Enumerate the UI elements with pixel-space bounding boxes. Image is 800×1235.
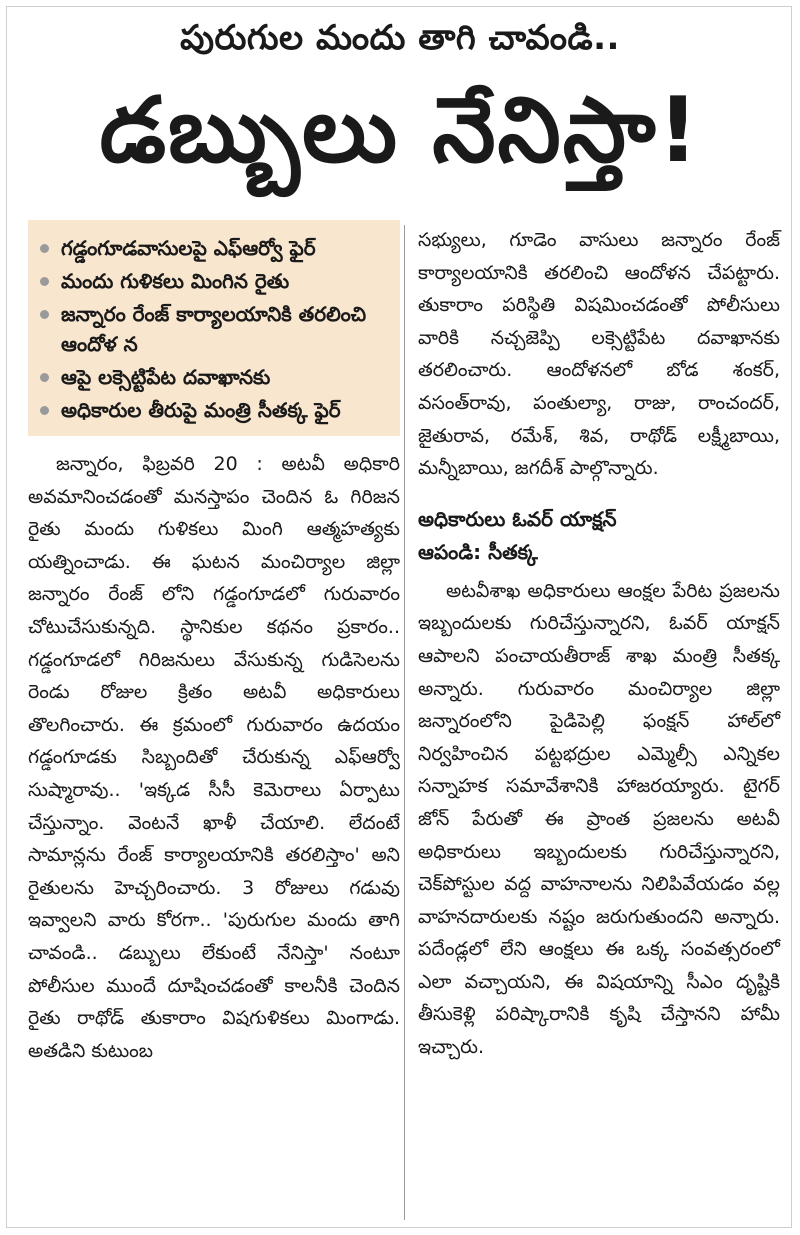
column-divider	[404, 225, 405, 1220]
main-headline: డబ్బులు నేనిస్తా!	[99, 78, 701, 183]
highlight-item	[38, 299, 390, 359]
bullet-icon	[40, 406, 49, 415]
left-column	[28, 220, 400, 1067]
subheading	[418, 503, 780, 569]
article-body-left: జన్నారం, ఫిబ్రవరి 20 : అటవీ అధికారి అవమానించడంతో మనస్తాపం చెందిన ఓ గిరిజన రైతు మందు గుళికలు మింగి ఆత్మహత్యకు యత్నించాడు. ఈ ఘటన మంచిర్యాల జిల్లా జన్నారం రేంజ్ లోని గడ్డంగూడలో గురువారం చోటుచేసుకున్నది. స్థానికుల కథనం ప్రకారం.. గడ్డంగూడలో గిరిజనులు వేసుకున్న గుడిసెలను రెండు రోజుల క్రితం అటవీ అధికారులు తొలగించారు. ఈ క్రమంలో గురువారం ఉదయం గడ్డంగూడకు సిబ్బందితో చేరుకున్న ఎఫ్ఆర్వో సుష్మారావు.. 'ఇక్కడ సీసీ కెమెరాలు ఏర్పాటు చేస్తున్నాం. వెంటనే ఖాళీ చేయాలి. లేదంటే సామాన్లను రేంజ్ కార్యాలయానికి తరలిస్తాం' అని రైతులను హెచ్చరించారు. 3 రోజులు గడువు ఇవ్వాలని వారు కోరగా.. 'పురుగుల మందు తాగి చావండి.. డబ్బులు లేకుంటే నేనిస్తా' నంటూ పోలీసుల ముందే దూషించడంతో కాలనీకి చెందిన రైతు రాథోడ్ తుకారాం విషగుళికలు మింగాడు. అతడిని కుటుంబ	[28, 453, 400, 1062]
highlights-list	[38, 233, 390, 425]
bullet-icon	[40, 277, 49, 286]
right-column	[418, 224, 780, 1064]
highlight-item	[38, 362, 390, 392]
highlight-item	[38, 266, 390, 296]
highlight-text: మందు గుళికలు మింగిన రైతు	[61, 269, 290, 293]
highlights-box	[28, 220, 400, 436]
article-body-right: సభ్యులు, గూడెం వాసులు జన్నారం రేంజ్ కార్యాలయానికి తరలించి ఆందోళన చేపట్టారు. తుకారాం పరిస్థితి విషమించడంతో పోలీసులు వారికి నచ్చజెప్పి లక్సెట్టిపేట దవాఖానకు తరలించారు. ఆందోళనలో బోడ శంకర్, వసంత్‌రావు, పంతుల్యా, రాజు, రాంచందర్, జైతురావ, రమేశ్, శివ, రాథోడ్ లక్ష్మీబాయి, మన్నీబాయి, జగదీశ్ పాల్గొన్నారు.	[418, 229, 780, 480]
highlight-text: ఆపై లక్సెట్టిపేట దవాఖానకు	[61, 365, 271, 389]
subheading-line-2: ఆపండి: సీతక్క	[418, 539, 538, 564]
highlight-item	[38, 233, 390, 263]
kicker-headline: పురుగుల మందు తాగి చావండి..	[180, 18, 620, 58]
highlight-text: అధికారుల తీరుపై మంత్రి సీతక్క ఫైర్	[61, 398, 341, 422]
subheading-line-1: అధికారులు ఓవర్ యాక్షన్	[418, 506, 617, 531]
bullet-icon	[40, 373, 49, 382]
article-body-right-2: అటవీశాఖ అధికారులు ఆంక్షల పేరిట ప్రజలను ఇబ్బందులకు గురిచేస్తున్నారని, ఓవర్ యాక్షన్ ఆపాలని పంచాయతీరాజ్ శాఖ మంత్రి సీతక్క అన్నారు. గురువారం మంచిర్యాల జిల్లా జన్నారంలోని పైడిపెల్లి ఫంక్షన్ హాల్‌లో నిర్వహించిన పట్టభద్రుల ఎమ్మెల్సీ ఎన్నికల సన్నాహక సమావేశానికి హాజరయ్యారు. టైగర్ జోన్ పేరుతో ఈ ప్రాంత ప్రజలను అటవీ అధికారులు ఇబ్బందులకు గురిచేస్తున్నారని, చెక్‌పోస్టుల వద్ద వాహనాలను నిలిపివేయడం వల్ల వాహనదారులకు నష్టం జరుగుతుందని అన్నారు. పదేండ్లలో లేని ఆంక్షలు ఈ ఒక్క సంవత్సరంలో ఎలా వచ్చాయని, ఈ విషయాన్ని సీఎం దృష్టికి తీసుకెళ్లి పరిష్కారానికి కృషి చేస్తానని హామీ ఇచ్చారు.	[418, 579, 780, 1059]
highlight-text: గడ్డంగూడవాసులపై ఎఫ్ఆర్వో ఫైర్	[61, 236, 316, 260]
bullet-icon	[40, 244, 49, 253]
highlight-text: జన్నారం రేంజ్ కార్యాలయానికి తరలించి ఆందోళ న	[61, 302, 367, 356]
bullet-icon	[40, 310, 49, 319]
highlight-item	[38, 395, 390, 425]
